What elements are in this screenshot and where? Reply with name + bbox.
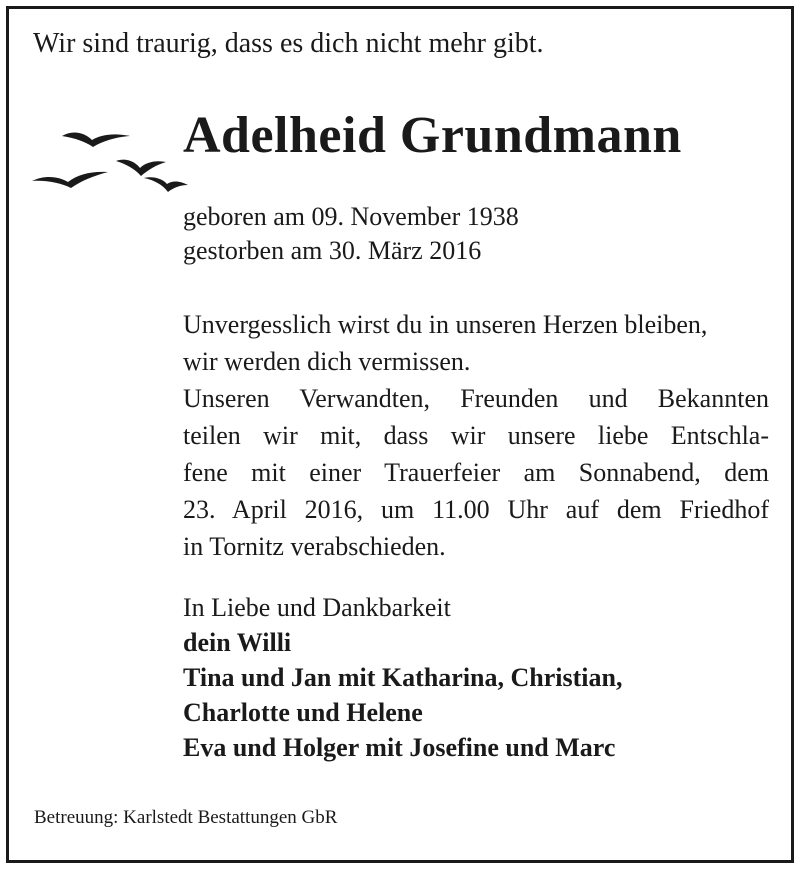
closing-block — [183, 590, 622, 765]
message-line: wir werden dich vermissen. — [183, 347, 471, 376]
message-line: Unseren Verwandten, Freunden und Bekannten — [183, 384, 769, 413]
bird-icon — [116, 160, 166, 176]
message-line: fene mit einer Trauerfeier am Sonnabend, dem — [183, 458, 769, 487]
flying-birds-icon — [30, 118, 190, 198]
notice-motto: Wir sind traurig, dass es dich nicht mehr gibt. — [33, 28, 544, 59]
life-dates — [183, 200, 519, 268]
bird-icon — [32, 172, 108, 188]
closing-phrase: In Liebe und Dankbarkeit — [183, 593, 451, 622]
undertaker-credit: Betreuung: Karlstedt Bestattungen GbR — [34, 807, 338, 828]
message-line: 23. April 2016, um 11.00 Uhr auf dem Friedhof — [183, 495, 769, 524]
death-date: gestorben am 30. März 2016 — [183, 236, 482, 265]
message-line: in Tornitz verabschieden. — [183, 532, 446, 561]
mourner-line: Eva und Holger mit Josefine und Marc — [183, 733, 616, 762]
bird-icon — [144, 177, 188, 192]
mourner-line: dein Willi — [183, 628, 292, 657]
deceased-name: Adelheid Grundmann — [183, 107, 682, 164]
message-line: teilen wir mit, dass wir unsere liebe Entschla- — [183, 421, 769, 450]
birth-date: geboren am 09. November 1938 — [183, 202, 519, 231]
mourner-line: Charlotte und Helene — [183, 698, 423, 727]
notice-message — [183, 306, 769, 565]
message-line: Unvergesslich wirst du in unseren Herzen bleiben, — [183, 310, 708, 339]
mourner-line: Tina und Jan mit Katharina, Christian, — [183, 663, 623, 692]
bird-icon — [62, 133, 130, 147]
